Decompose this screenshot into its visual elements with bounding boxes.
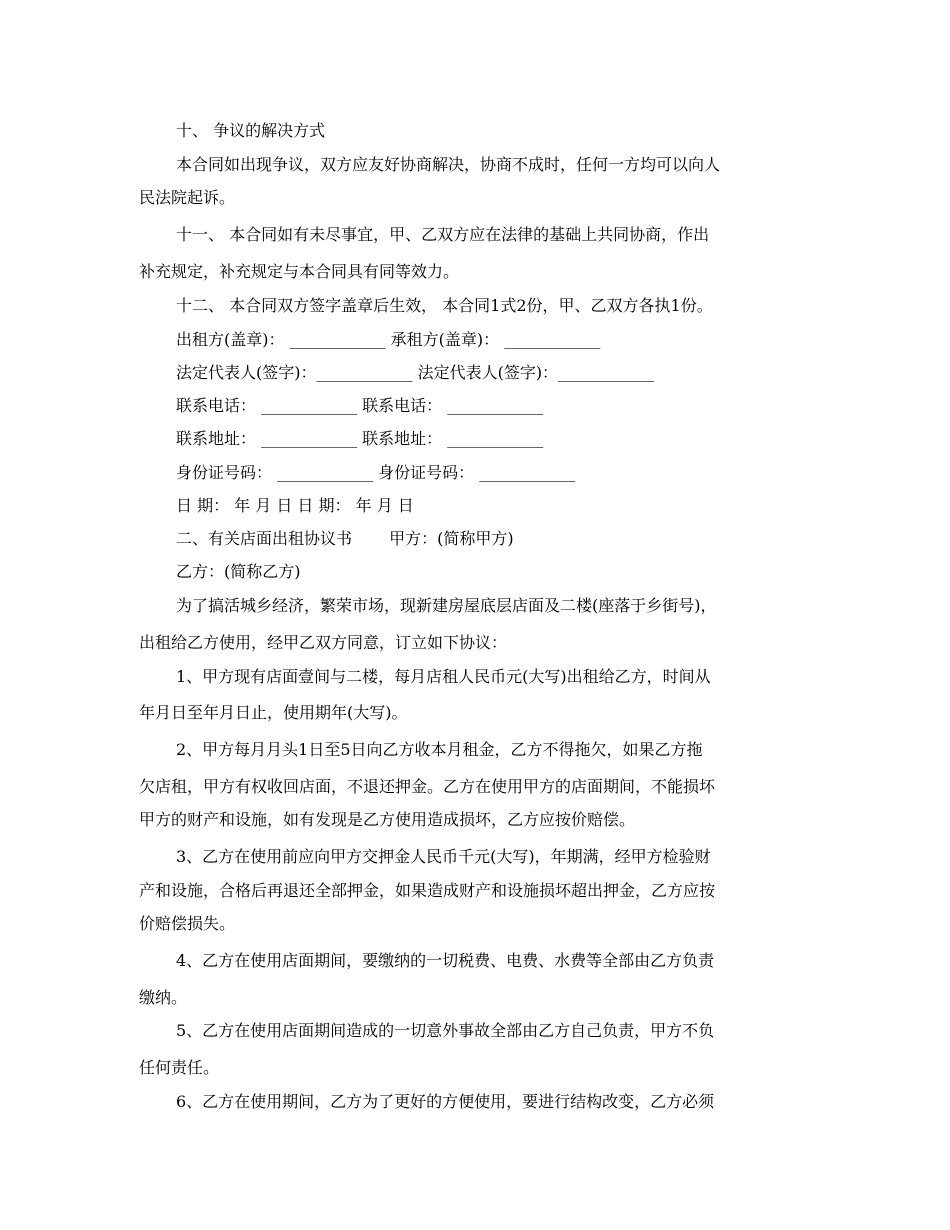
section-11-text-1: 十一、 本合同如有未尽事宜，甲、乙双方应在法律的基础上共同协商，作出 <box>176 225 710 244</box>
signature-address: 联系地址： ____________ 联系地址： ____________ <box>176 429 544 448</box>
clause-2-line-1: 2、甲方每月月头1日至5日向乙方收本月租金，乙方不得拖欠，如果乙方拖 <box>176 740 703 759</box>
clause-2-line-3: 甲方的财产和设施，如有发现是乙方使用造成损坏，乙方应按价赔偿。 <box>139 810 636 829</box>
clause-1-line-2: 年月日至年月日止，使用期年(大写)。 <box>139 703 408 722</box>
clause-6-line-1: 6、乙方在使用期间，乙方为了更好的方便使用，要进行结构改变，乙方必须 <box>176 1092 715 1111</box>
section-10-text-2: 民法院起诉。 <box>139 188 236 207</box>
clause-5-line-2: 任何责任。 <box>139 1058 220 1077</box>
section-10-text-1: 本合同如出现争议，双方应友好协商解决，协商不成时，任何一方均可以向人 <box>176 155 721 174</box>
clause-4-line-2: 缴纳。 <box>139 988 188 1007</box>
clause-3-line-2: 产和设施，合格后再退还全部押金，如果造成财产和设施损坏超出押金，乙方应按 <box>139 881 716 900</box>
clause-3-line-3: 价赔偿损失。 <box>139 914 236 933</box>
clause-2-line-2: 欠店租，甲方有权收回店面，不退还押金。乙方在使用甲方的店面期间，不能损坏 <box>139 777 716 796</box>
clause-1-line-1: 1、甲方现有店面壹间与二楼，每月店租人民币元(大写)出租给乙方，时间从 <box>176 667 711 686</box>
signature-legal-rep: 法定代表人(签字)：____________ 法定代表人(签字)：____________ <box>176 363 655 382</box>
agreement-title: 二、有关店面出租协议书 甲方：(简称甲方) <box>176 529 514 548</box>
clause-5-line-1: 5、乙方在使用店面期间造成的一切意外事故全部由乙方自己负责，甲方不负 <box>176 1021 715 1040</box>
signature-id-number: 身份证号码： ____________ 身份证号码： ____________ <box>176 463 576 482</box>
signature-lessor: 出租方(盖章)： ____________ 承租方(盖章)： ____________ <box>176 330 601 349</box>
preamble-2: 出租给乙方使用，经甲乙双方同意，订立如下协议： <box>139 633 508 652</box>
signature-phone: 联系电话： ____________ 联系电话： ____________ <box>176 396 544 415</box>
section-11-text-2: 补充规定，补充规定与本合同具有同等效力。 <box>139 262 460 281</box>
clause-4-line-1: 4、乙方在使用店面期间，要缴纳的一切税费、电费、水费等全部由乙方负责 <box>176 951 715 970</box>
clause-3-line-1: 3、乙方在使用前应向甲方交押金人民币千元(大写)，年期满，经甲方检验财 <box>176 847 711 866</box>
preamble-1: 为了搞活城乡经济，繁荣市场，现新建房屋底层店面及二楼(座落于乡街号)， <box>176 596 717 615</box>
signature-date: 日 期： 年 月 日 日 期： 年 月 日 <box>176 496 414 515</box>
section-10-heading: 十、 争议的解决方式 <box>176 121 326 140</box>
party-b: 乙方：(简称乙方) <box>176 562 301 581</box>
section-12-text: 十二、 本合同双方签字盖章后生效， 本合同1式2份，甲、乙双方各执1份。 <box>176 296 713 315</box>
